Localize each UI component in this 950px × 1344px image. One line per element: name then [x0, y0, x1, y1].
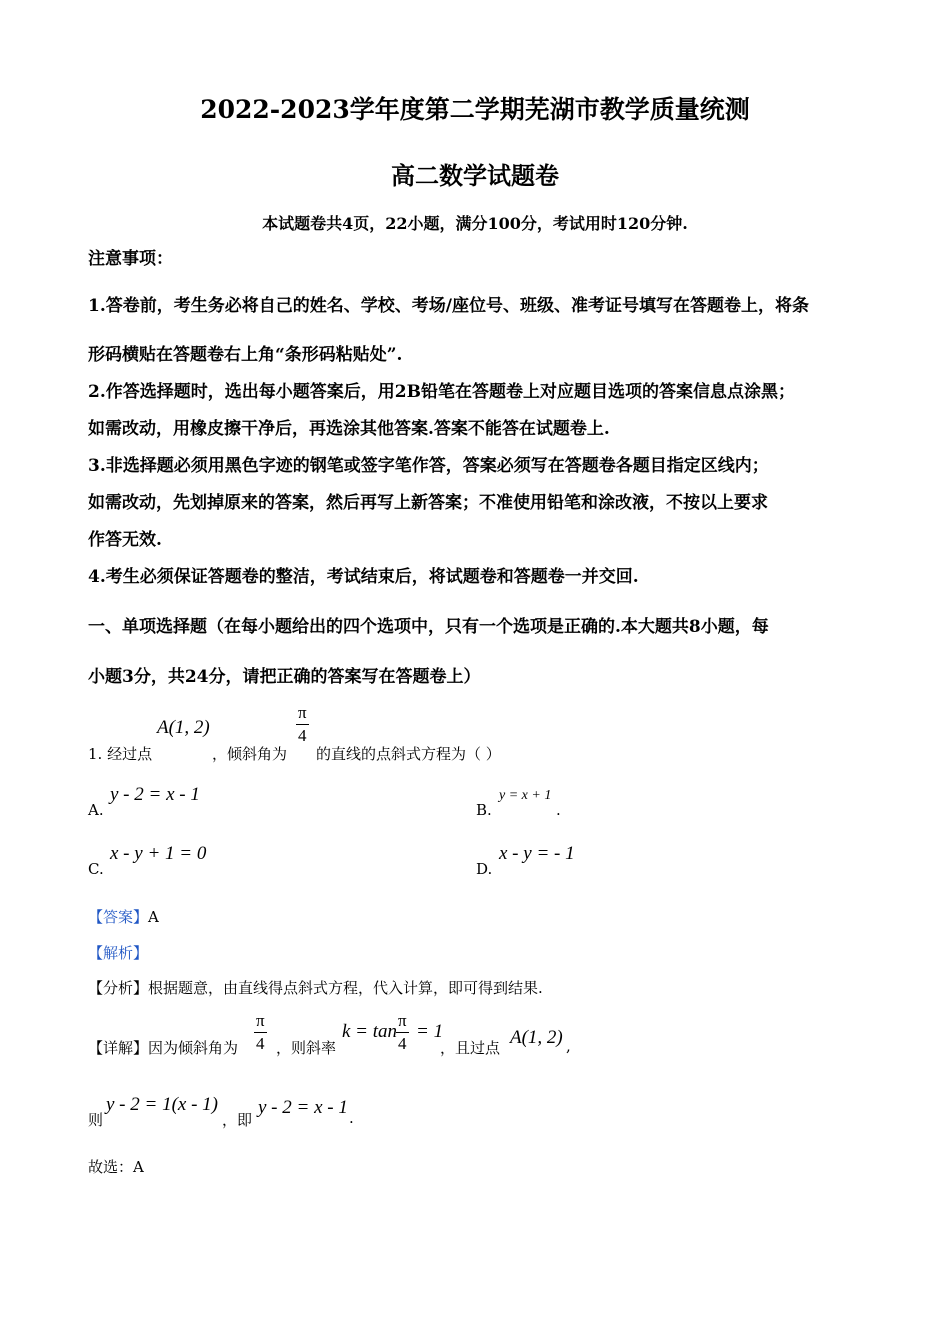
q1-option-c-label: C.	[88, 860, 104, 878]
q1-option-c: x - y + 1 = 0	[110, 843, 207, 864]
exam-title: 2022-2023学年度第二学期芜湖市教学质量统测	[200, 95, 750, 124]
notice-item-3-line-2: 如需改动，先划掉原来的答案，然后再写上新答案；不准使用铅笔和涂改液，不按以上要求	[88, 493, 768, 513]
fenxi-text: 根据题意，由直线得点斜式方程，代入计算，即可得到结果.	[148, 979, 543, 997]
slope-lhs: k = tan	[342, 1021, 398, 1042]
q1-option-b-label: B.	[476, 801, 492, 819]
exam-info: 本试题卷共4页，22小题，满分100分，考试用时120分钟.	[262, 214, 688, 233]
q1-mid: ，倾斜角为	[212, 745, 288, 763]
q1-option-d: x - y = - 1	[499, 843, 575, 864]
slope-fraction	[396, 1010, 409, 1055]
fenxi-tag: 【分析】	[88, 979, 149, 997]
q1-option-a-label: A.	[88, 801, 104, 819]
ji-end: .	[349, 1109, 354, 1127]
detail-angle-numerator: π	[254, 1010, 267, 1033]
q1-angle-fraction	[296, 702, 309, 747]
q1-option-a: y - 2 = x - 1	[110, 784, 200, 805]
detail-point: A(1, 2)	[510, 1027, 563, 1048]
slope-numerator: π	[396, 1010, 409, 1033]
notice-item-1-line-2: 形码横贴在答题卷右上角“条形码粘贴处”.	[88, 345, 403, 365]
section-1-line-1: 一、单项选择题（在每小题给出的四个选项中，只有一个选项是正确的.本大题共8小题，每	[88, 617, 769, 637]
q1-suffix: 的直线的点斜式方程为（ ）	[316, 745, 501, 763]
notice-item-3-line-3: 作答无效.	[88, 530, 162, 550]
detail-start	[88, 1037, 238, 1058]
choose-line: 故选：A	[88, 1158, 144, 1176]
analysis-tag: 【解析】	[88, 944, 149, 962]
exam-subtitle: 高二数学试题卷	[391, 161, 559, 190]
detail-angle-denominator: 4	[256, 1034, 265, 1053]
slope-denominator: 4	[398, 1034, 407, 1053]
q1-prefix: 1. 经过点	[88, 745, 153, 763]
then-equation: y - 2 = 1(x - 1)	[106, 1094, 218, 1115]
q1-option-b: y = x + 1	[499, 788, 552, 803]
notice-item-1-line-1: 1.答卷前，考生务必将自己的姓名、学校、考场/座位号、班级、准考证号填写在答题卷上，将条	[88, 296, 809, 316]
notice-item-2-line-1: 2.作答选择题时，选出每小题答案后，用2B铅笔在答题卷上对应题目选项的答案信息点涂黑；	[88, 382, 795, 402]
detail-tag: 【详解】	[88, 1039, 149, 1057]
detail-text-b: ，则斜率	[276, 1039, 337, 1057]
detail-text-d: ,	[566, 1037, 571, 1055]
q1-angle-denominator: 4	[298, 726, 307, 745]
fenxi-line	[88, 977, 543, 998]
notice-item-4: 4.考生必须保证答题卷的整洁，考试结束后，将试题卷和答题卷一并交回.	[88, 567, 639, 587]
answer-tag: 【答案】	[88, 908, 149, 926]
notice-item-2-line-2: 如需改动，用橡皮擦干净后，再选涂其他答案.答案不能答在试题卷上.	[88, 419, 610, 439]
ji-equation: y - 2 = x - 1	[258, 1097, 348, 1118]
q1-option-d-label: D.	[476, 860, 493, 878]
q1-angle-numerator: π	[296, 702, 309, 725]
detail-angle-fraction	[254, 1010, 267, 1055]
q1-point: A(1, 2)	[157, 717, 210, 738]
q1-option-b-end: .	[556, 801, 561, 819]
section-1-line-2: 小题3分，共24分，请把正确的答案写在答题卷上）	[88, 667, 481, 687]
answer-line	[88, 906, 159, 927]
notice-heading: 注意事项：	[88, 249, 173, 269]
ji-label: ，即	[222, 1111, 253, 1129]
notice-item-3-line-1: 3.非选择题必须用黑色字迹的钢笔或签字笔作答，答案必须写在答题卷各题目指定区线内；	[88, 456, 769, 476]
slope-rhs: = 1	[416, 1021, 444, 1042]
then-label: 则	[88, 1111, 104, 1129]
detail-text-a: 因为倾斜角为	[148, 1039, 239, 1057]
answer-value: A	[148, 908, 159, 926]
detail-text-c: ，且过点	[440, 1039, 501, 1057]
